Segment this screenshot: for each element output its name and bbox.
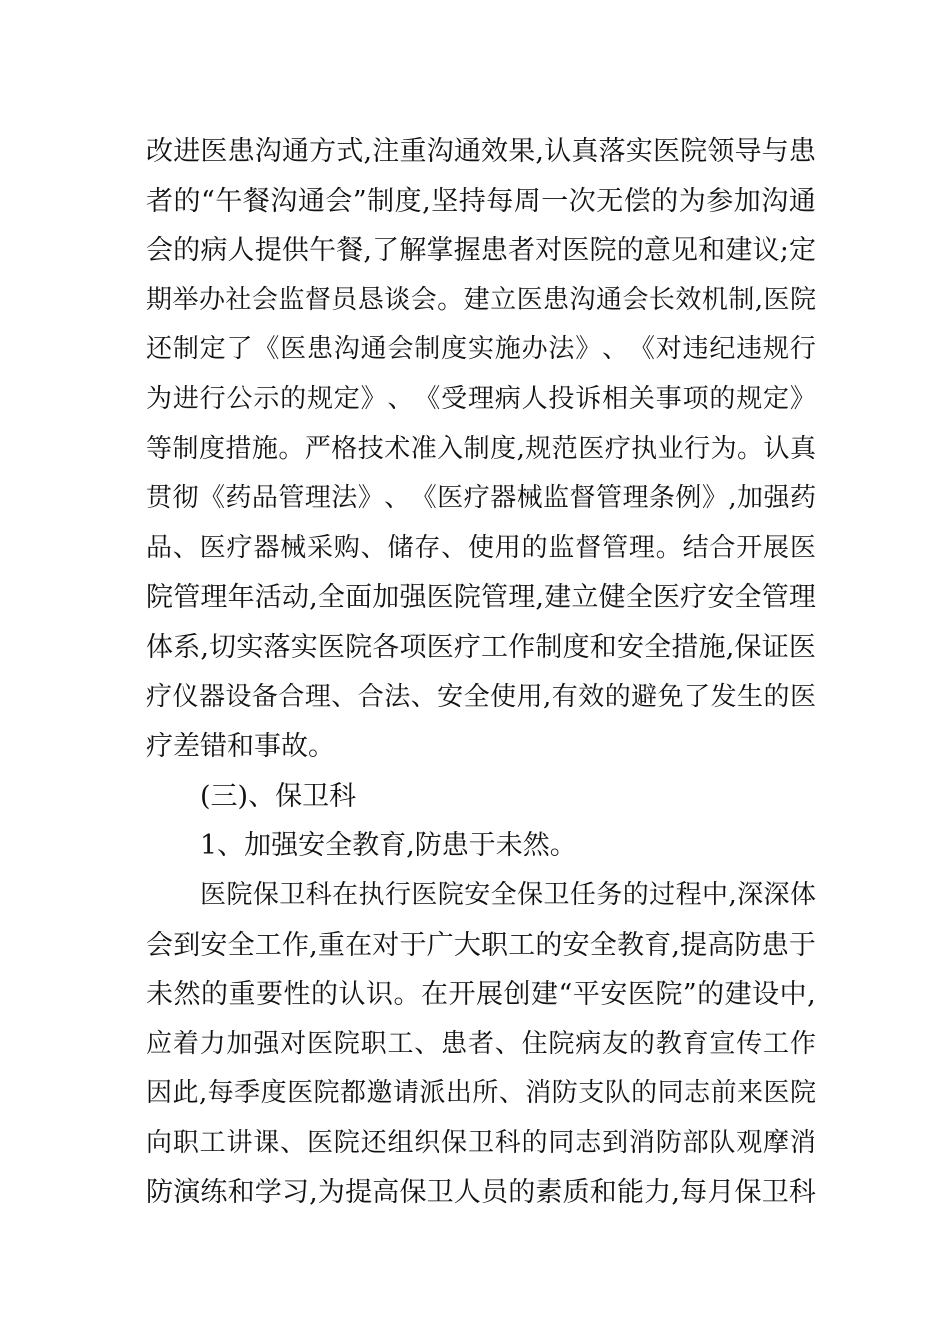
text-line: 院 管 理 年 活 动 , 全 面 加 强 医 院 管 理 , 建 立 健 全 医 疗 安 全 管 理 bbox=[146, 582, 816, 614]
text-line: 等 制 度 措 施 。 严 格 技 术 准 入 制 度 , 规 范 医 疗 执 业 行 为 。 认 真 bbox=[146, 433, 816, 464]
text-line: 体 系 , 切 实 落 实 医 院 各 项 医 疗 工 作 制 度 和 安 全 措 施 , 保 证 医 bbox=[146, 631, 816, 663]
section-heading: (三)、保卫科 bbox=[200, 780, 357, 812]
subsection-heading: 1、加强安全教育,防患于未然。 bbox=[200, 830, 577, 862]
text-line: 改 进 医 患 沟 通 方 式 , 注 重 沟 通 效 果 , 认 真 落 实 医 院 领 导 与 患 bbox=[146, 136, 816, 167]
text-line: 疗差错和事故。 bbox=[146, 731, 335, 763]
text-line: 医 院 保 卫 科 在 执 行 医 院 安 全 保 卫 任 务 的 过 程 中 , 深 深 体 bbox=[200, 879, 816, 910]
text-line: 因 此 , 每 季 度 医 院 都 邀 请 派 出 所 、 消 防 支 队 的 同 志 前 来 医 院 bbox=[146, 1078, 816, 1109]
text-line: 为 进 行 公 示 的 规 定 》 、 《 受 理 病 人 投 诉 相 关 事 项 的 规 定 》 bbox=[146, 383, 816, 414]
text-line: 防 演 练 和 学 习 , 为 提 高 保 卫 人 员 的 素 质 和 能 力 , 每 月 保 卫 科 bbox=[146, 1177, 816, 1209]
text-line: 期 举 办 社 会 监 督 员 恳 谈 会 。 建 立 医 患 沟 通 会 长 效 机 制 , 医 院 bbox=[146, 284, 816, 315]
text-line: 贯 彻 《 药 品 管 理 法 》 、 《 医 疗 器 械 监 督 管 理 条 例 》 , 加 强 药 bbox=[146, 483, 816, 514]
body-text bbox=[146, 127, 816, 1218]
text-line: 未 然 的 重 要 性 的 认 识 。 在 开 展 创 建 “ 平 安 医 院 ” 的 建 设 中 , bbox=[146, 979, 816, 1011]
text-line: 会 到 安 全 工 作 , 重 在 对 于 广 大 职 工 的 安 全 教 育 , 提 高 防 患 于 bbox=[146, 929, 816, 961]
text-line: 向 职 工 讲 课 、 医 院 还 组 织 保 卫 科 的 同 志 到 消 防 部 队 观 摩 消 bbox=[146, 1127, 816, 1158]
text-line: 会 的 病 人 提 供 午 餐 , 了 解 掌 握 患 者 对 医 院 的 意 见 和 建 议 ; 定 bbox=[146, 235, 816, 267]
text-line: 应 着 力 加 强 对 医 院 职 工 、 患 者 、 住 院 病 友 的 教 育 宣 传 工 作 bbox=[146, 1028, 816, 1059]
text-line: 者 的 “ 午 餐 沟 通 会 ” 制 度 , 坚 持 每 周 一 次 无 偿 的 为 参 加 沟 通 bbox=[146, 185, 816, 217]
text-line: 品 、 医 疗 器 械 采 购 、 储 存 、 使 用 的 监 督 管 理 。 结 合 开 展 医 bbox=[146, 532, 816, 563]
text-line: 疗 仪 器 设 备 合 理 、 合 法 、 安 全 使 用 , 有 效 的 避 免 了 发 生 的 医 bbox=[146, 681, 816, 712]
text-line: 还 制 定 了 《 医 患 沟 通 会 制 度 实 施 办 法 》 、 《 对 违 纪 违 规 行 bbox=[146, 334, 816, 365]
